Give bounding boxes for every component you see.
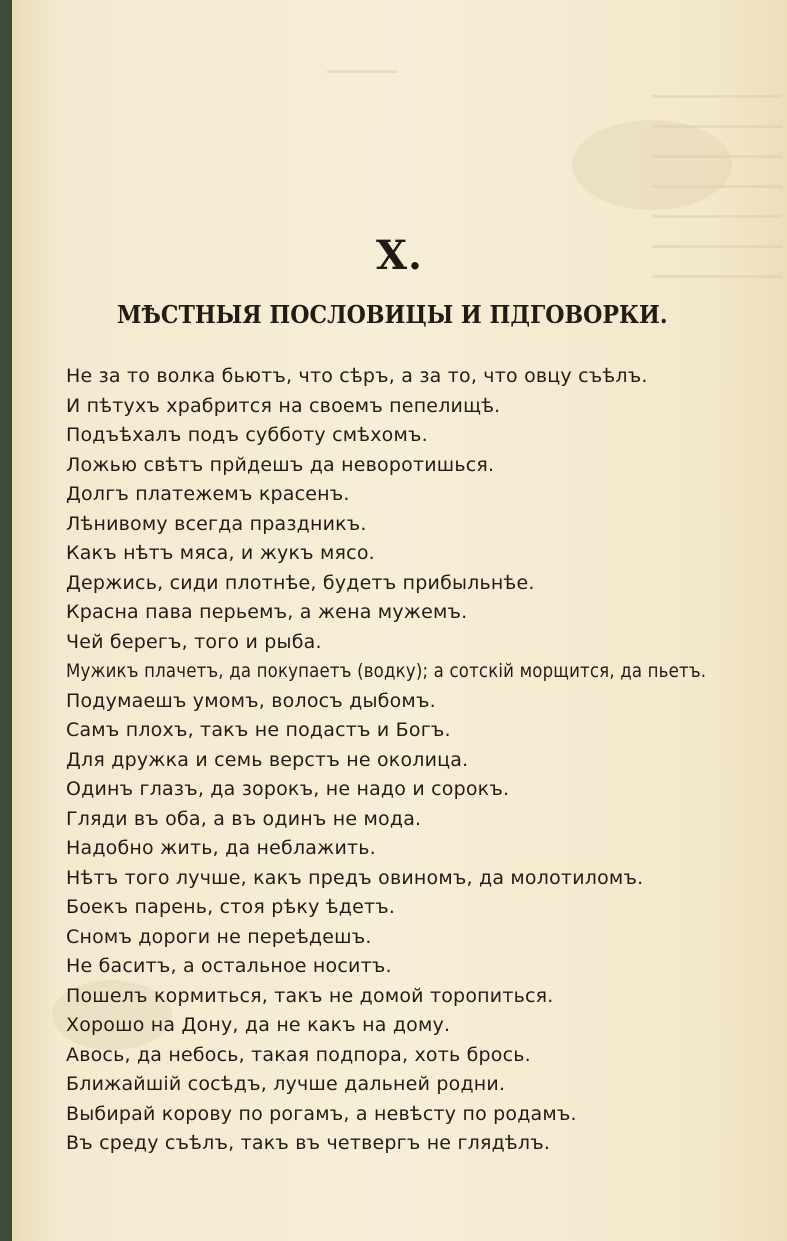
chapter-title: МѢСТНЫЯ ПОСЛОВИЦЫ И ПДГОВОРКИ. [117,300,668,329]
book-page [12,0,787,1241]
paper-stain [572,120,732,210]
proverb-line: Лѣнивому всегда праздникъ. [66,512,367,535]
proverb-line: Долгъ платежемъ красенъ. [66,483,350,505]
proverb-line: Боекъ парень, стоя рѣку ѣдетъ. [66,896,396,918]
proverb-line: Держись, сиди плотнѣе, будетъ прибыльнѣе. [66,571,535,594]
proverb-line: Ближайшій сосѣдъ, лучше дальней родни. [66,1073,506,1095]
proverb-line: Какъ нѣтъ мяса, и жукъ мясо. [66,542,375,564]
proverb-list [66,362,766,1159]
proverb-line: Авось, да небось, такая подпора, хоть брось. [66,1043,531,1066]
proverb-line: Сномъ дороги не переѣдешъ. [66,925,372,948]
proverb-line: Пошелъ кормиться, такъ не домой торопиться. [66,984,554,1007]
proverb-line: Не за то волка бьютъ, что сѣръ, а за то, что овцу съѣлъ. [66,365,648,387]
proverb-line: Ложью свѣтъ прйдешъ да неворотишься. [66,453,495,476]
proverb-line: Красна пава перьемъ, а жена мужемъ. [66,601,468,623]
proverb-line: Для дружка и семь верстъ не околица. [66,748,469,771]
proverb-line: Хорошо на Дону, да не какъ на дому. [66,1014,451,1036]
proverb-line: Самъ плохъ, такъ не подастъ и Богъ. [66,719,451,741]
proverb-line: Выбирай корову по рогамъ, а невѣсту по родамъ. [66,1102,577,1125]
proverb-line: Нѣтъ того лучше, какъ предъ овиномъ, да молотиломъ. [66,866,644,889]
proverb-line: Гляди въ оба, а въ одинъ не мода. [66,807,422,830]
proverb-line: Чей берегъ, того и рыба. [66,630,322,653]
proverb-line: И пѣтухъ храбрится на своемъ пепелищѣ. [66,394,501,417]
chapter-number: X. [376,232,423,279]
proverb-line: Подъѣхалъ подъ субботу смѣхомъ. [66,424,428,446]
proverb-line: Одинъ глазъ, да зорокъ, не надо и сорокъ. [66,778,510,800]
proverb-line: Въ среду съѣлъ, такъ въ четвергъ не глядѣлъ. [66,1132,551,1154]
proverb-line: Мужикъ плачетъ, да покупаетъ (водку); а сотскій морщится, да пьетъ. [66,660,707,682]
proverb-line: Не баситъ, а остальное носитъ. [66,955,392,977]
proverb-line: Надобно жить, да неблажить. [66,837,376,859]
proverb-line: Подумаешъ умомъ, волосъ дыбомъ. [66,689,436,712]
